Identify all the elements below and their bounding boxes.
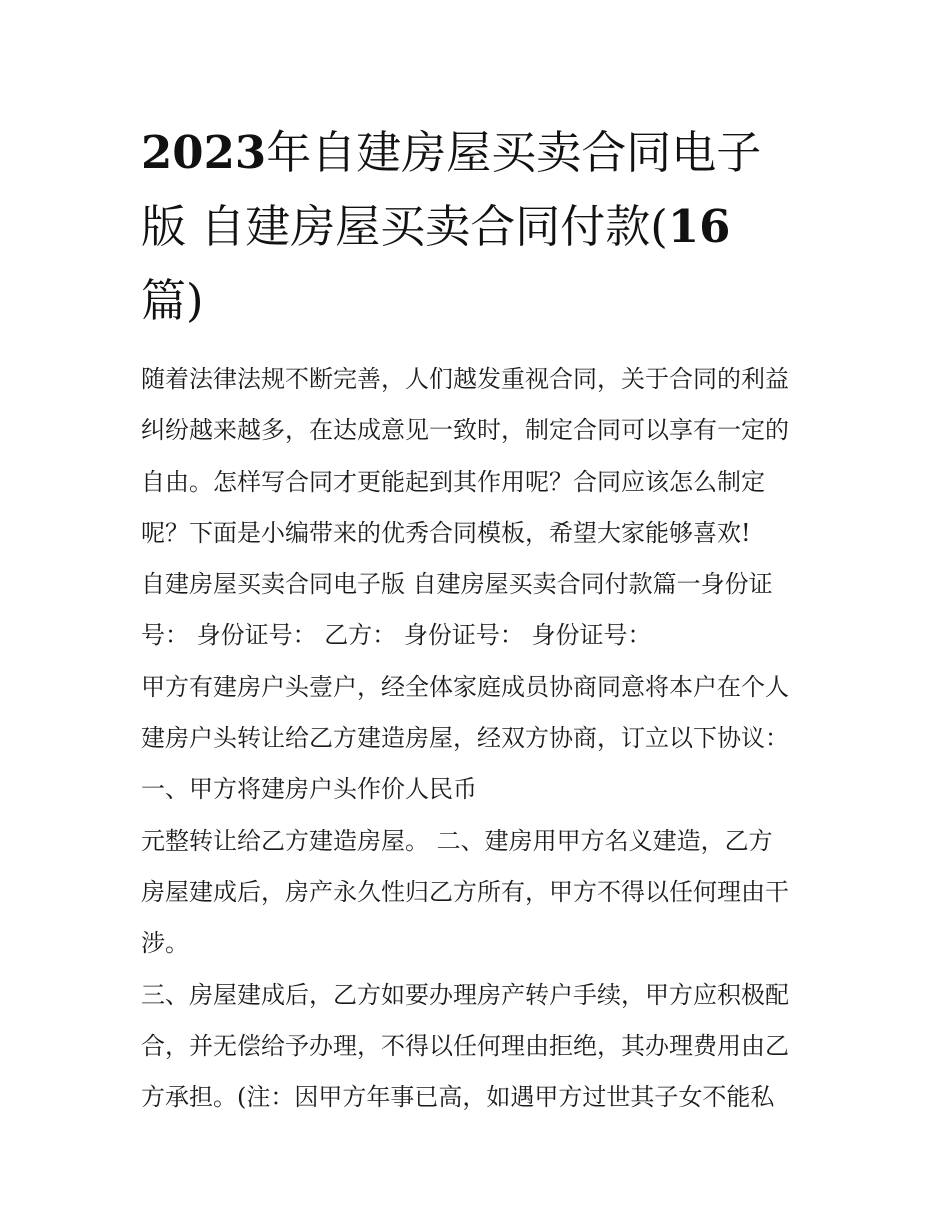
body-line: 号： 身份证号： 乙方： 身份证号： 身份证号： xyxy=(141,621,652,650)
body-line: 建房户头转让给乙方建造房屋，经双方协商，订立以下协议： xyxy=(141,724,789,753)
title-line-3 xyxy=(141,264,813,338)
body-line: 一、甲方将建房户头作价人民币 xyxy=(141,775,477,804)
title-count: 16 xyxy=(667,200,731,253)
title-line-2-text: 版 自建房屋买卖合同付款( xyxy=(141,200,668,253)
title-line-1-text: 年自建房屋买卖合同电子 xyxy=(266,126,762,179)
title-year: 2023 xyxy=(141,126,267,179)
body-line: 三、房屋建成后，乙方如要办理房产转户手续，甲方应积极配 xyxy=(141,980,789,1009)
title-line-2 xyxy=(141,190,813,264)
title-line-3-text: 篇) xyxy=(141,274,204,327)
title-line-1 xyxy=(141,116,813,190)
body-line: 方承担。(注：因甲方年事已高，如遇甲方过世其子女不能私 xyxy=(141,1083,775,1112)
document-body xyxy=(141,354,813,1123)
body-line: 自建房屋买卖合同电子版 自建房屋买卖合同付款篇一身份证 xyxy=(141,570,773,599)
body-line: 纠纷越来越多，在达成意见一致时，制定合同可以享有一定的 xyxy=(141,416,789,445)
body-line: 元整转让给乙方建造房屋。 二、建房用甲方名义建造，乙方 xyxy=(141,826,773,855)
body-line: 随着法律法规不断完善，人们越发重视合同，关于合同的利益 xyxy=(141,365,789,393)
body-line: 呢？下面是小编带来的优秀合同模板，希望大家能够喜欢! xyxy=(141,518,751,547)
document-content xyxy=(141,116,813,1123)
document-title xyxy=(141,116,813,338)
body-line: 自由。怎样写合同才更能起到其作用呢？合同应该怎么制定 xyxy=(141,467,765,496)
body-line: 涉。 xyxy=(141,929,189,958)
body-line: 合，并无偿给予办理，不得以任何理由拒绝，其办理费用由乙 xyxy=(141,1031,789,1060)
body-line: 甲方有建房户头壹户，经全体家庭成员协商同意将本户在个人 xyxy=(141,672,789,701)
body-line: 房屋建成后，房产永久性归乙方所有，甲方不得以任何理由干 xyxy=(141,877,789,906)
